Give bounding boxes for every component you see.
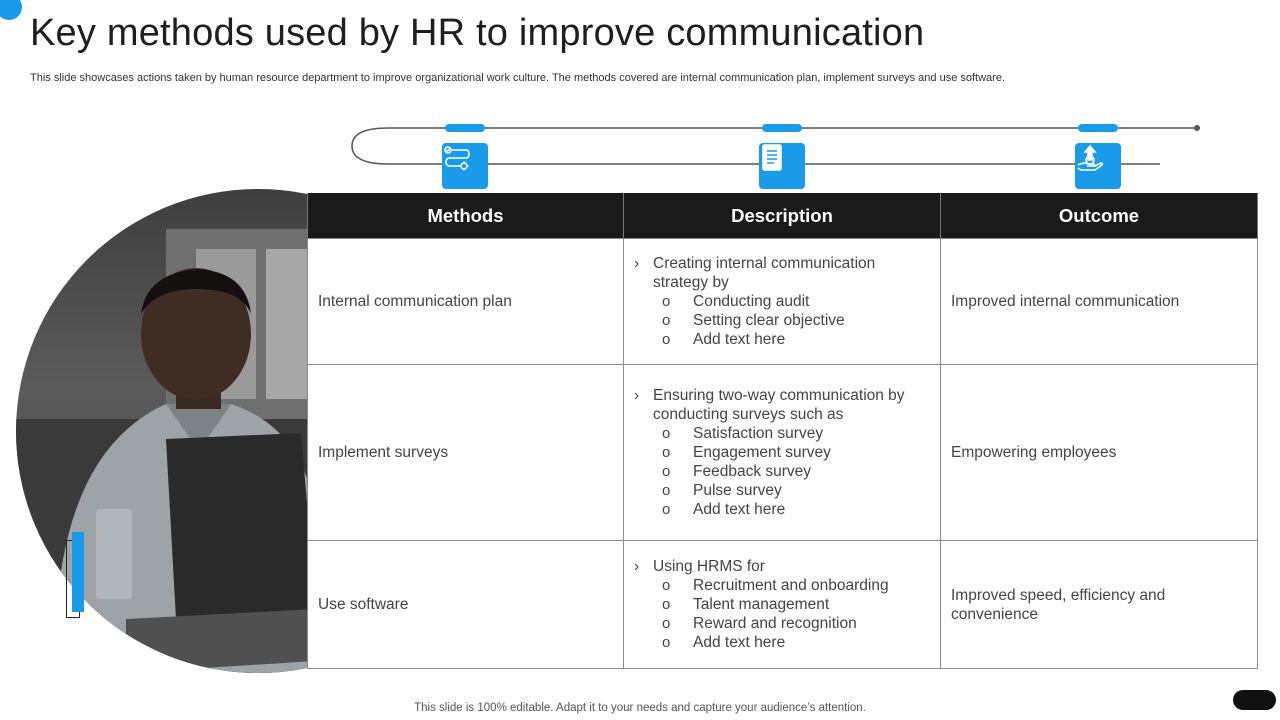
circle-bullet-icon: o: [662, 293, 671, 310]
accent-bar: [72, 532, 84, 612]
methods-table: [307, 193, 1258, 669]
circle-bullet-icon: o: [662, 331, 671, 348]
timeline-marker-2: [762, 124, 802, 132]
footer-note: This slide is 100% editable. Adapt it to your needs and capture your audience’s attention.: [414, 702, 866, 714]
circle-bullet-icon: o: [662, 463, 671, 480]
circle-bullet-icon: o: [662, 444, 671, 461]
list-item: o Satisfaction survey: [662, 425, 824, 442]
description-cell: [624, 365, 941, 541]
corner-accent-dot: [0, 0, 22, 20]
list-item: o Feedback survey: [662, 463, 812, 480]
page-title: Key methods used by HR to improve communication: [30, 12, 925, 54]
chevron-right-icon: ›: [634, 387, 640, 404]
description-cell: [624, 239, 941, 365]
workflow-icon: [442, 143, 488, 189]
process-timeline: [350, 120, 1210, 192]
circle-bullet-icon: o: [662, 596, 671, 613]
growth-hand-icon: [1075, 143, 1121, 189]
description-sub-list: [634, 424, 930, 519]
circle-bullet-icon: o: [662, 634, 671, 651]
description-main-text: Creating internal communication strategy by: [653, 255, 876, 291]
list-item: o Pulse survey: [662, 482, 782, 499]
description-cell: [624, 541, 941, 669]
description-main-text: Using HRMS for: [653, 558, 765, 575]
list-item: o Add text here: [662, 331, 786, 348]
header-outcome: Outcome: [941, 193, 1258, 239]
list-item: o Talent management: [662, 596, 830, 613]
list-item: o Conducting audit: [662, 293, 810, 310]
table-row: [308, 541, 1258, 669]
list-item: o Add text here: [662, 634, 786, 651]
list-item: o Engagement survey: [662, 444, 831, 461]
chevron-right-icon: ›: [634, 558, 640, 575]
timeline-marker-1: [445, 124, 485, 132]
list-item: o Recruitment and onboarding: [662, 577, 889, 594]
circle-bullet-icon: o: [662, 615, 671, 632]
circle-bullet-icon: o: [662, 501, 671, 518]
outcome-cell: Empowering employees: [941, 365, 1258, 541]
document-icon: [759, 143, 805, 189]
slide-nav-pill: [1233, 690, 1276, 710]
circle-bullet-icon: o: [662, 482, 671, 499]
method-cell: Internal communication plan: [308, 239, 624, 365]
description-main-text: Ensuring two-way communication by conducting surveys such as: [653, 387, 905, 423]
timeline-marker-3: [1078, 124, 1118, 132]
table-row: [308, 365, 1258, 541]
circle-bullet-icon: o: [662, 312, 671, 329]
page-subtitle: This slide showcases actions taken by human resource department to improve organizational work culture. The methods covered are internal communication plan, implement surveys and use software.: [30, 72, 1006, 84]
list-item: o Add text here: [662, 501, 786, 518]
outcome-cell: Improved internal communication: [941, 239, 1258, 365]
header-description: Description: [624, 193, 941, 239]
description-sub-list: [634, 576, 930, 652]
description-sub-list: [634, 292, 930, 349]
outcome-cell: Improved speed, efficiency and convenience: [941, 541, 1258, 669]
table-header-row: [308, 193, 1258, 239]
method-cell: Implement surveys: [308, 365, 624, 541]
chevron-right-icon: ›: [634, 255, 640, 272]
list-item: o Reward and recognition: [662, 615, 857, 632]
table-row: [308, 239, 1258, 365]
circle-bullet-icon: o: [662, 577, 671, 594]
method-cell: Use software: [308, 541, 624, 669]
list-item: o Setting clear objective: [662, 312, 845, 329]
circle-bullet-icon: o: [662, 425, 671, 442]
header-methods: Methods: [308, 193, 624, 239]
